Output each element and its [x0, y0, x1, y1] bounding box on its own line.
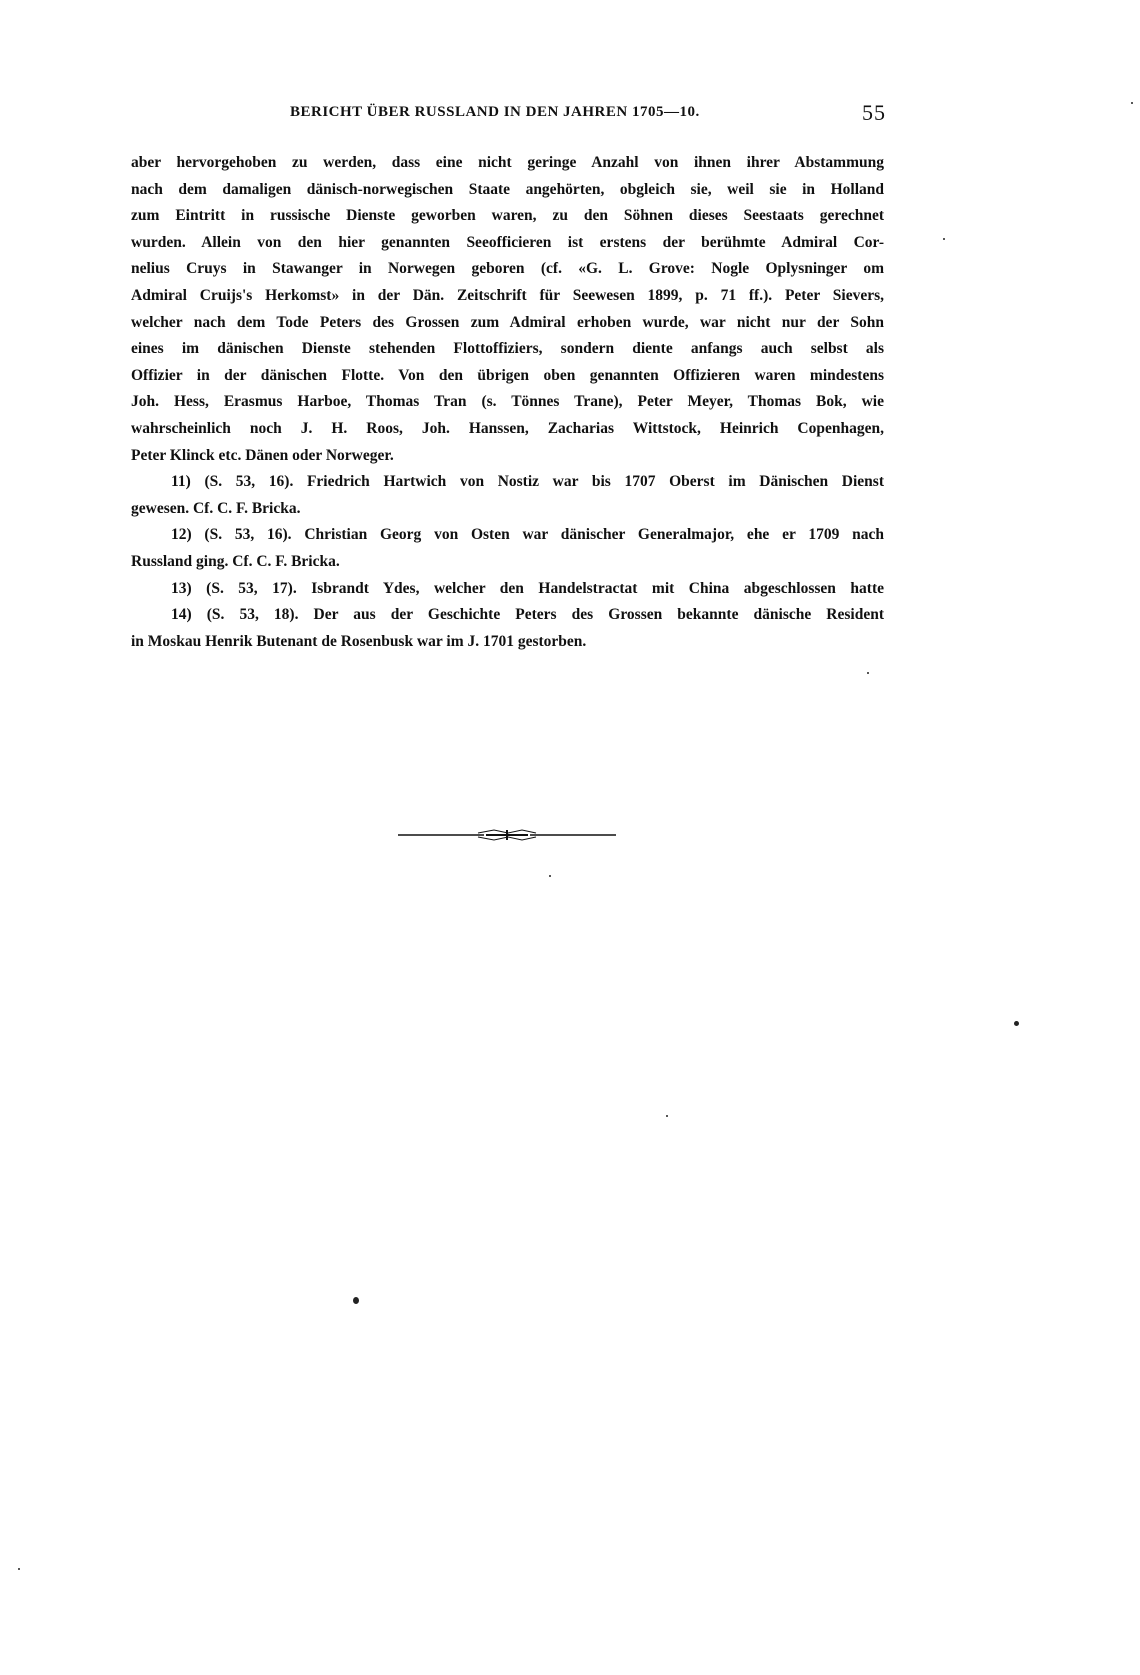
text-line: nach dem damaligen dänisch-norwegischen Staate angehörten, obgleich sie, weil sie in Holland	[131, 180, 884, 198]
text-line: nelius Cruys in Stawanger in Norwegen geboren (cf. «G. L. Grove: Nogle Oplysninger om	[131, 260, 884, 278]
scan-speck	[943, 238, 945, 240]
scan-speck	[1014, 1021, 1019, 1026]
text-line: Admiral Cruijs's Herkomst» in der Dän. Zeitschrift für Seewesen 1899, p. 71 ff.). Peter Sievers,	[131, 286, 884, 304]
text-line: wurden. Allein von den hier genannten Seeofficieren ist erstens der berühmte Admiral Cor-	[131, 233, 884, 251]
text-line: zum Eintritt in russische Dienste geworben waren, zu den Söhnen dieses Seestaats gerechnet	[131, 207, 884, 225]
text-line: gewesen. Cf. C. F. Bricka.	[131, 499, 301, 517]
text-line: Offizier in der dänischen Flotte. Von den übrigen oben genannten Offizieren waren mindestens	[131, 366, 884, 384]
scan-speck	[867, 672, 869, 674]
text-line: aber hervorgehoben zu werden, dass eine nicht geringe Anzahl von ihnen ihrer Abstammung	[131, 154, 884, 171]
text-line: wahrscheinlich noch J. H. Roos, Joh. Hanssen, Zacharias Wittstock, Heinrich Copenhagen,	[131, 419, 884, 437]
text-line: in Moskau Henrik Butenant de Rosenbusk war im J. 1701 gestorben.	[131, 632, 587, 650]
text-line: Russland ging. Cf. C. F. Bricka.	[131, 552, 340, 570]
text-line: 13) (S. 53, 17). Isbrandt Ydes, welcher den Handelstractat mit China abgeschlossen hatte	[171, 579, 884, 597]
page-number: 55	[862, 100, 886, 125]
ornament-divider	[398, 827, 616, 843]
text-line: 12) (S. 53, 16). Christian Georg von Osten war dänischer Generalmajor, ehe er 1709 nach	[171, 526, 884, 544]
scan-speck	[549, 875, 551, 877]
running-title: BERICHT ÜBER RUSSLAND IN DEN JAHREN 1705—10.	[290, 104, 700, 120]
running-header	[290, 100, 886, 130]
scan-speck	[18, 1568, 20, 1570]
text-line: Peter Klinck etc. Dänen oder Norweger.	[131, 446, 394, 464]
text-line: 14) (S. 53, 18). Der aus der Geschichte Peters des Grossen bekannte dänische Resident	[171, 606, 884, 624]
scan-speck	[353, 1297, 359, 1304]
text-line: eines im dänischen Dienste stehenden Flottoffiziers, sondern diente anfangs auch selbst als	[131, 340, 884, 358]
scan-speck	[666, 1115, 668, 1117]
body-text	[131, 150, 884, 655]
text-line: 11) (S. 53, 16). Friedrich Hartwich von Nostiz war bis 1707 Oberst im Dänischen Dienst	[171, 473, 884, 491]
text-line: welcher nach dem Tode Peters des Grossen zum Admiral erhoben wurde, war nicht nur der Sohn	[131, 313, 884, 331]
scan-speck	[1131, 102, 1133, 104]
text-line: Joh. Hess, Erasmus Harboe, Thomas Tran (s. Tönnes Trane), Peter Meyer, Thomas Bok, wie	[131, 393, 884, 411]
